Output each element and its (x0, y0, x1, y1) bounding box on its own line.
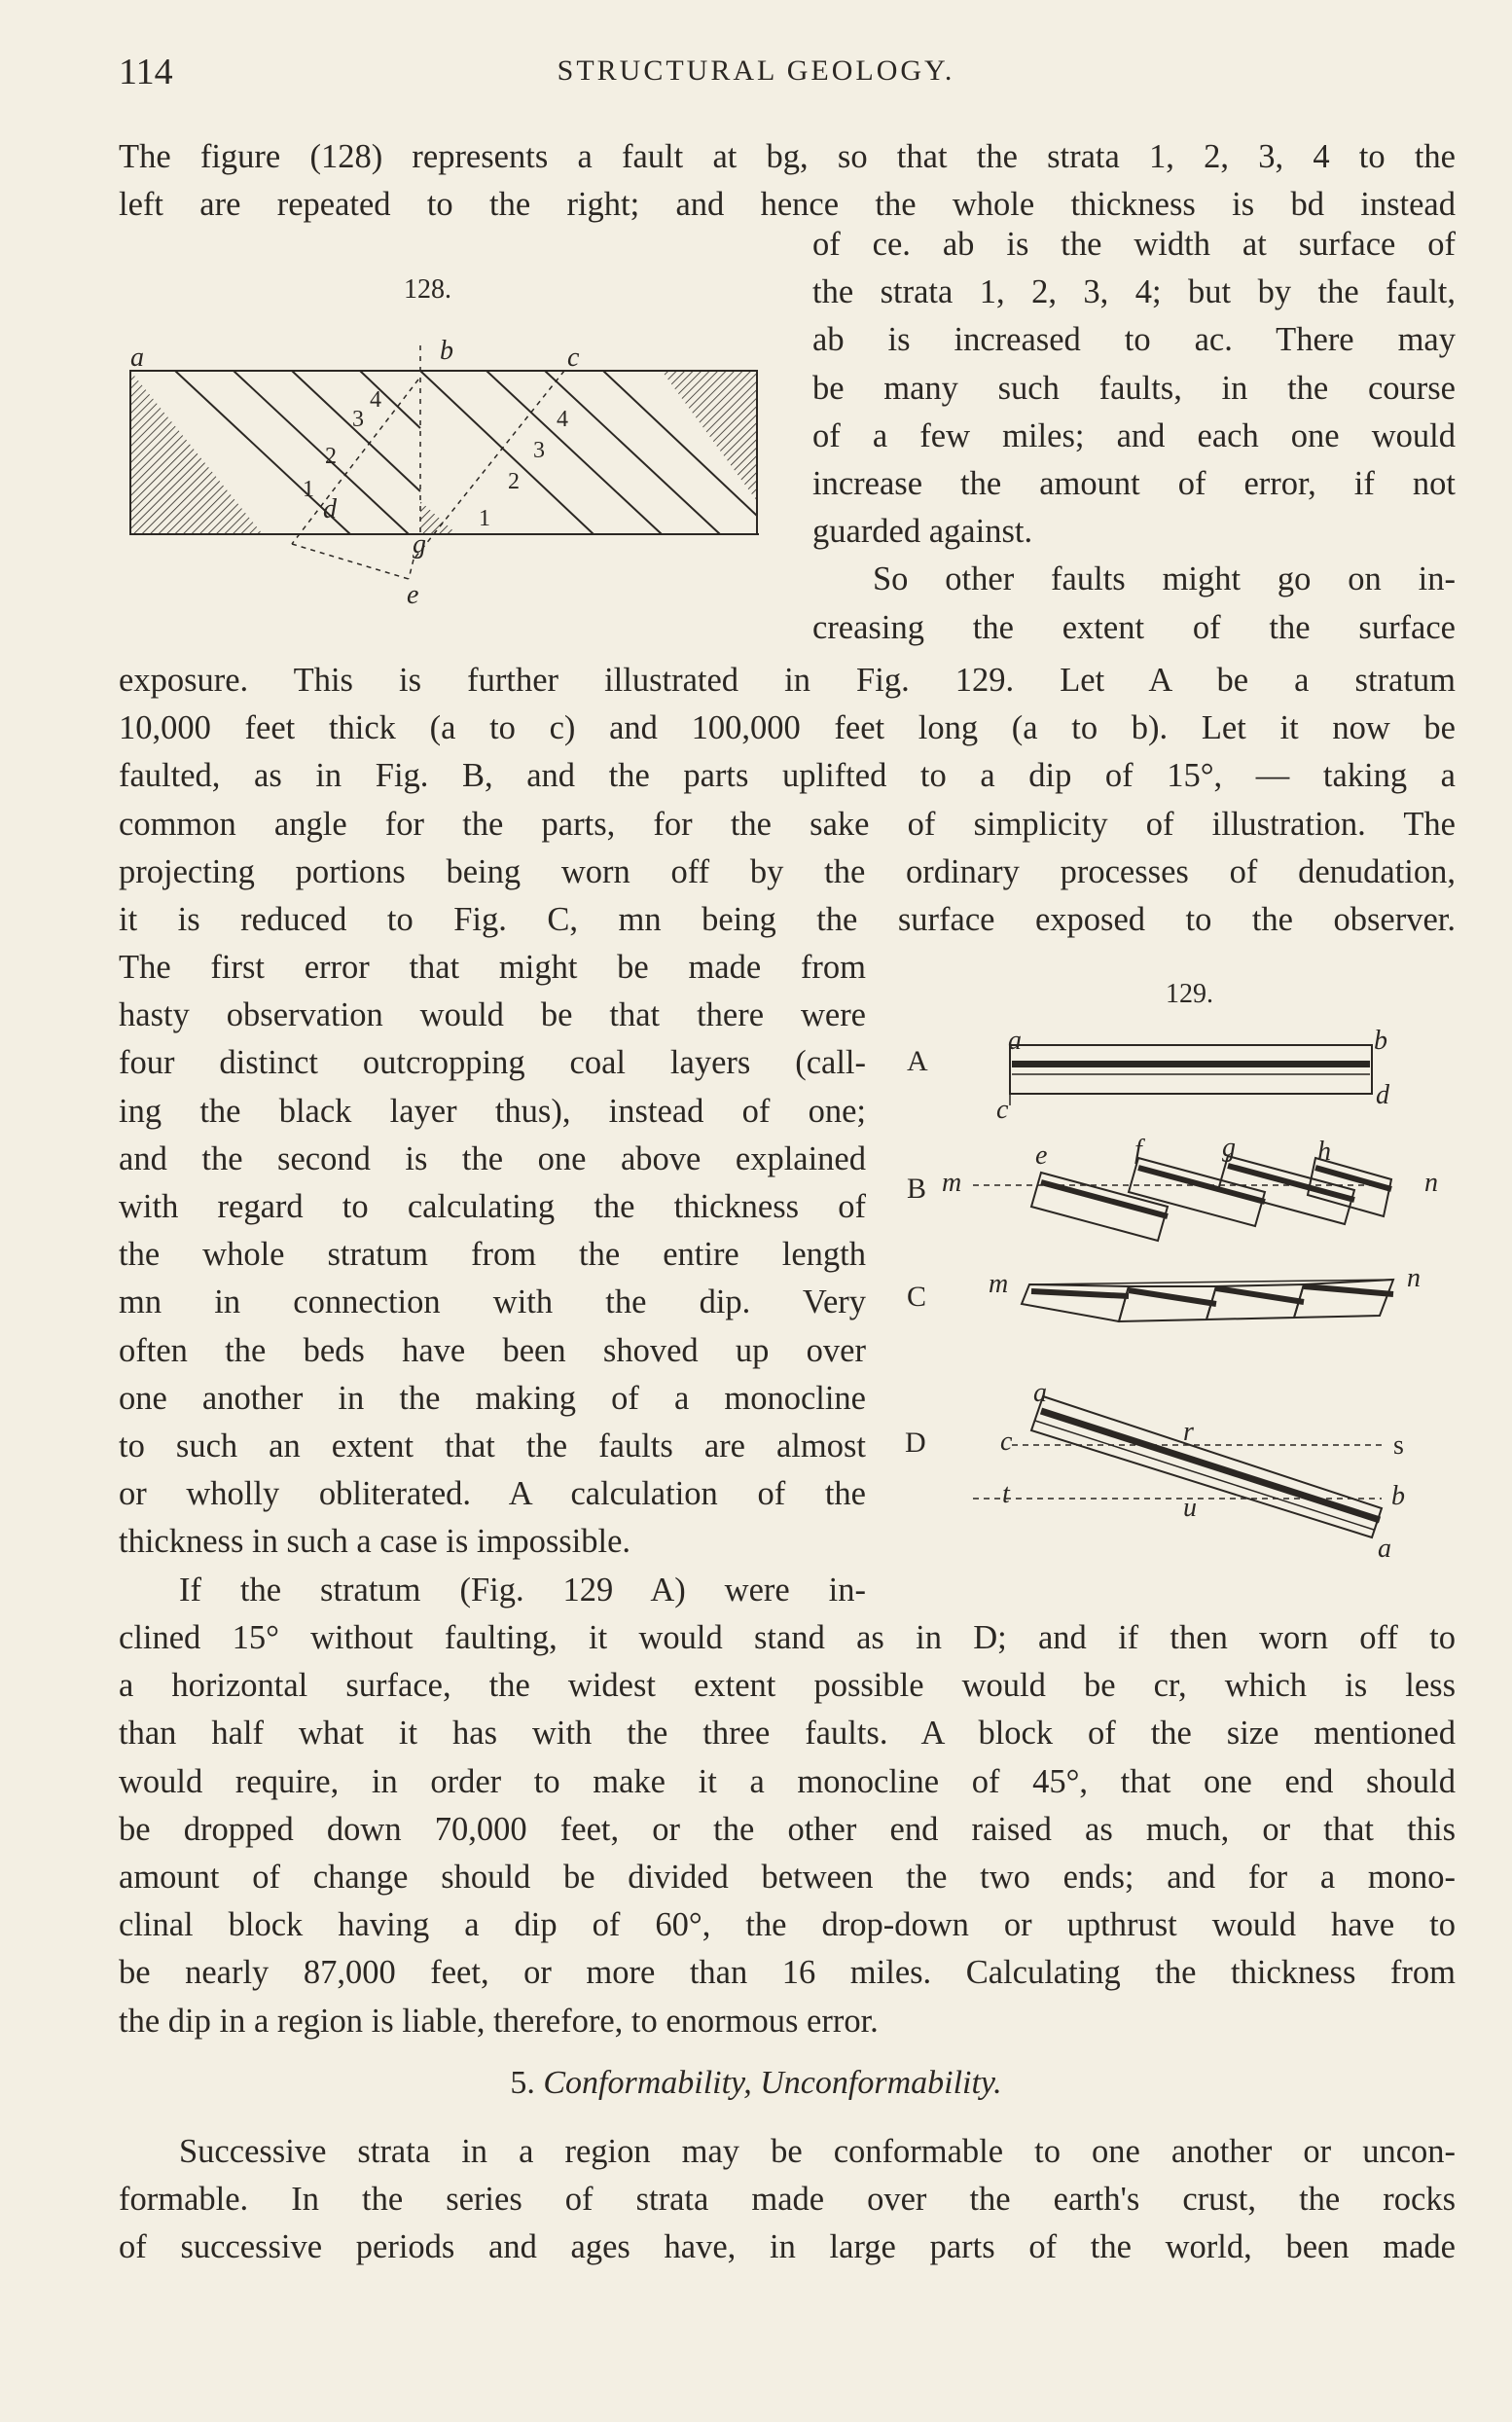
fig128-stratum-left-2: 2 (325, 444, 337, 469)
text-line: with regard to calculating the thickness of (119, 1188, 866, 1225)
hatch-right-upper (662, 371, 757, 501)
text-line: clinal block having a dip of 60°, the drop-down or upthrust would have to (119, 1906, 1456, 1944)
fig129-C-worn (1022, 1280, 1393, 1321)
text-line: guarded against. (812, 513, 1033, 551)
text-line: the strata 1, 2, 3, 4; but by the fault, (812, 273, 1456, 311)
text-line: often the beds have been shoved up over (119, 1331, 866, 1369)
running-head: STRUCTURAL GEOLOGY. (557, 54, 955, 87)
fig129-label-b-D: b (1391, 1481, 1405, 1511)
page-header (0, 51, 1512, 99)
section-number: 5. (510, 2065, 535, 2101)
text-line: to such an extent that the faults are almost (119, 1428, 866, 1464)
fig129-label-a-top: a (1008, 1026, 1022, 1056)
fig129-label-a-D-bottom: a (1378, 1534, 1391, 1564)
text-line: mn in connection with the dip. Very (119, 1283, 866, 1321)
fig129-label-m-B: m (942, 1168, 962, 1198)
text-line: The figure (128) represents a fault at bg, so that the strata 1, 2, 3, 4 to the (119, 138, 1456, 175)
text-line: So other faults might go on in- (873, 560, 1456, 598)
text-line: be many such faults, in the course (812, 369, 1456, 407)
text-line: be dropped down 70,000 feet, or the other end raised as much, or that this (119, 1810, 1456, 1848)
text-line: ing the black layer thus), instead of one; (119, 1092, 866, 1130)
text-line: one another in the making of a monocline (119, 1379, 866, 1417)
fig129-label-n-B: n (1424, 1168, 1438, 1198)
text-line: amount of change should be divided between the two ends; and for a mono- (119, 1859, 1456, 1896)
fig128-stratum-right-4: 4 (557, 407, 568, 432)
hatch-left-lower (130, 371, 263, 534)
text-line: it is reduced to Fig. C, mn being the surface exposed to the observer. (119, 901, 1456, 938)
fig129-label-f: f (1134, 1135, 1142, 1165)
fig129-label-n-C: n (1407, 1263, 1421, 1293)
fig129-row-C: C (907, 1281, 927, 1313)
text-line: thickness in such a case is impossible. (119, 1523, 631, 1561)
fig128-label-c: c (567, 343, 580, 373)
text-line: formable. In the series of strata made over the earth's crust, the rocks (119, 2181, 1456, 2219)
text-line: the whole stratum from the entire length (119, 1236, 866, 1274)
text-line: a horizontal surface, the widest extent possible would be cr, which is less (119, 1667, 1456, 1705)
fig129-A-stratum (1010, 1045, 1372, 1105)
text-line: would require, in order to make it a monocline of 45°, that one end should (119, 1762, 1456, 1800)
fig128-label-g: g (413, 529, 426, 560)
text-line: and the second is the one above explained (119, 1139, 866, 1177)
text-line: increase the amount of error, if not (812, 465, 1456, 502)
fig129-row-B: B (907, 1173, 927, 1205)
section-title (0, 2065, 1512, 2102)
fig128-stratum-left-1: 1 (303, 477, 314, 502)
fig128-stratum-right-1: 1 (479, 506, 490, 531)
text-line: of successive periods and ages have, in large parts of the world, been made (119, 2228, 1456, 2266)
fig128-stratum-right-2: 2 (508, 469, 520, 494)
fig128-label-a: a (130, 343, 144, 373)
fig129-row-A: A (907, 1045, 928, 1077)
text-line: or wholly obliterated. A calculation of the (119, 1475, 866, 1513)
fig129-label-c-D: c (1000, 1427, 1013, 1457)
fig129-label-h: h (1317, 1137, 1331, 1167)
text-line: of ce. ab is the width at surface of (812, 226, 1456, 263)
text-line: projecting portions being worn off by the ordinary processes of denudation, (119, 852, 1456, 890)
fig128-stratum-right-3: 3 (533, 438, 545, 463)
fig129-label-r: r (1183, 1417, 1194, 1447)
fig129-row-D: D (905, 1427, 926, 1459)
fig129-label-u: u (1183, 1493, 1197, 1523)
fig128-label-d: d (323, 494, 337, 524)
text-line: exposure. This is further illustrated in Fig. 129. Let A be a stratum (119, 662, 1456, 699)
text-line: The first error that might be made from (119, 949, 866, 986)
text-line: clined 15° without faulting, it would stand as in D; and if then worn off to (119, 1619, 1456, 1656)
fig129-label-b-top: b (1374, 1026, 1387, 1056)
text-line: Successive strata in a region may be conformable to one another or uncon- (179, 2133, 1456, 2170)
text-line: of a few miles; and each one would (812, 416, 1456, 454)
fig129-label-a-D: a (1033, 1378, 1047, 1408)
text-line: left are repeated to the right; and hence the whole thickness is bd instead (119, 186, 1456, 224)
fig128-label-b: b (440, 336, 453, 366)
fig129-label-e: e (1035, 1140, 1048, 1171)
fig129-label-d-top: d (1376, 1080, 1389, 1110)
fig129-label-c-top: c (996, 1095, 1009, 1125)
text-line: If the stratum (Fig. 129 A) were in- (179, 1571, 866, 1609)
section-title-text: Conformability, Unconformability. (543, 2065, 1002, 2101)
figure-128 (117, 336, 798, 589)
fig129-label-t: t (1002, 1479, 1010, 1509)
fig129-label-s: s (1393, 1430, 1404, 1461)
fig129-D-inclined (973, 1396, 1382, 1537)
text-line: hasty observation would be that there were (119, 996, 866, 1034)
text-line: the dip in a region is liable, therefore, to enormous error. (119, 2002, 879, 2040)
text-line: 10,000 feet thick (a to c) and 100,000 feet long (a to b). Let it now be (119, 709, 1456, 747)
page-number: 114 (119, 52, 173, 92)
text-line: than half what it has with the three faults. A block of the size mentioned (119, 1715, 1456, 1753)
text-line: ab is increased to ac. There may (812, 321, 1456, 359)
figure-129-number: 129. (1166, 979, 1213, 1009)
text-line: four distinct outcropping coal layers (call- (119, 1044, 866, 1082)
fig129-label-g: g (1222, 1133, 1236, 1163)
fig128-stratum-left-4: 4 (370, 387, 381, 413)
text-line: be nearly 87,000 feet, or more than 16 miles. Calculating the thickness from (119, 1954, 1456, 1992)
figure-128-number: 128. (404, 274, 451, 305)
text-line: creasing the extent of the surface (812, 608, 1456, 646)
text-line: common angle for the parts, for the sake of simplicity of illustration. The (119, 805, 1456, 843)
fig129-label-m-C: m (989, 1269, 1009, 1299)
text-line: faulted, as in Fig. B, and the parts uplifted to a dip of 15°, — taking a (119, 757, 1456, 795)
fig128-label-e: e (407, 580, 419, 610)
fig128-stratum-left-3: 3 (352, 407, 364, 432)
figure-129 (973, 1012, 1430, 1557)
